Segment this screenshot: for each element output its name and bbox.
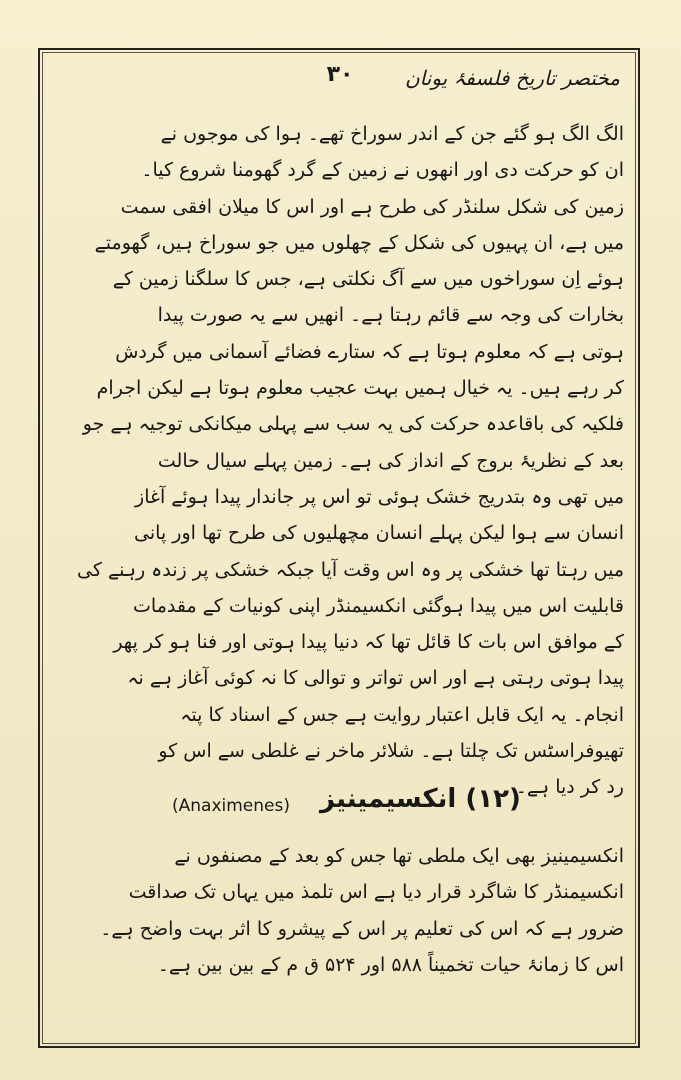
section-title: انکسیمینیز [320,784,457,814]
text-line: ہوتی ہے کہ معلوم ہوتا ہے کہ ستارے فضائے آسمانی میں گردش [115,340,624,363]
text-line: میں ہے، ان پہیوں کی شکل کے چھلوں میں جو سوراخ ہیں، گھومتے [94,231,624,254]
page-number: ۳۰ [326,62,354,87]
text-line: انکسیمنڈر کا شاگرد قرار دیا ہے اس تلمذ میں یہاں تک صداقت [128,881,624,904]
paragraph-1 [54,116,624,806]
text-line: زمین کی شکل سلنڈر کی طرح ہے اور اس کا میلان افقی سمت [120,195,624,218]
text-line: قابلیت اس میں پیدا ہوگئی انکسیمنڈر اپنی کونیات کے مقدمات [133,594,624,617]
section-title-urdu [320,784,521,814]
text-line: انجام۔ یہ ایک قابل اعتبار روایت ہے جس کے اسناد کا پتہ [180,703,624,726]
text-line: اس کا زمانۂ حیات تخمیناً ۵۸۸ اور ۵۲۴ ق م کے بین بین ہے۔ [157,953,624,976]
paragraph-2 [54,838,624,983]
section-title-latin: (Anaximenes) [172,796,290,816]
text-line: ان کو حرکت دی اور انھوں نے زمین کے گرد گھومنا شروع کیا۔ [141,159,624,182]
text-line: بخارات کی وجہ سے قائم رہتا ہے۔ انھیں سے یہ صورت پیدا [157,304,624,327]
text-line: میں رہتا تھا خشکی پر وہ اس وقت آیا جبکہ خشکی پر زندہ رہنے کی [77,558,624,581]
text-line: انسان سے ہوا لیکن پہلے انسان مچھلیوں کی طرح تھا اور پانی [134,522,624,545]
text-line: انکسیمینیز بھی ایک ملطی تھا جس کو بعد کے مصنفوں نے [174,845,624,867]
text-line: کر رہے ہیں۔ یہ خیال ہمیں بہت عجیب معلوم ہوتا ہے لیکن اجرام [96,377,624,400]
section-number: (۱۲) [465,784,521,814]
text-line: الگ الگ ہو گئے جن کے اندر سوراخ تھے۔ ہوا کی موجوں نے [160,123,624,145]
page-header [60,62,620,96]
text-line: بعد کے نظریۂ بروج کے انداز کی ہے۔ زمین پہلے سیال حالت [157,449,624,472]
text-line: پیدا ہوتی رہتی ہے اور اس تواتر و توالی کا نہ کوئی آغاز ہے نہ [127,667,624,690]
text-line: ضرور ہے کہ اس کی تعلیم پر اس کے پیشرو کا اثر بہت واضح ہے۔ [100,917,624,940]
text-line: کے موافق اس بات کا قائل تھا کہ دنیا پیدا ہوتی اور فنا ہو کر پھر [113,631,624,654]
text-line: ہوئے اِن سوراخوں میں سے آگ نکلتی ہے، جس کا سلگنا زمین کے [112,268,624,291]
text-line: رد کر دیا ہے۔ [515,776,624,799]
running-title: مختصر تاریخ فلسفۂ یونان [404,66,620,90]
text-line: میں تھی وہ بتدریج خشک ہوئی تو اس پر جاندار پیدا ہوئے آغاز [135,485,624,508]
section-heading [60,784,620,826]
text-line: فلکیہ کی باقاعدہ حرکت کی یہ سب سے پہلی میکانکی توجیہ ہے جو [82,413,624,436]
text-line: تھیوفراسٹس تک چلتا ہے۔ شلائر ماخر نے غلطی سے اس کو [158,740,624,763]
